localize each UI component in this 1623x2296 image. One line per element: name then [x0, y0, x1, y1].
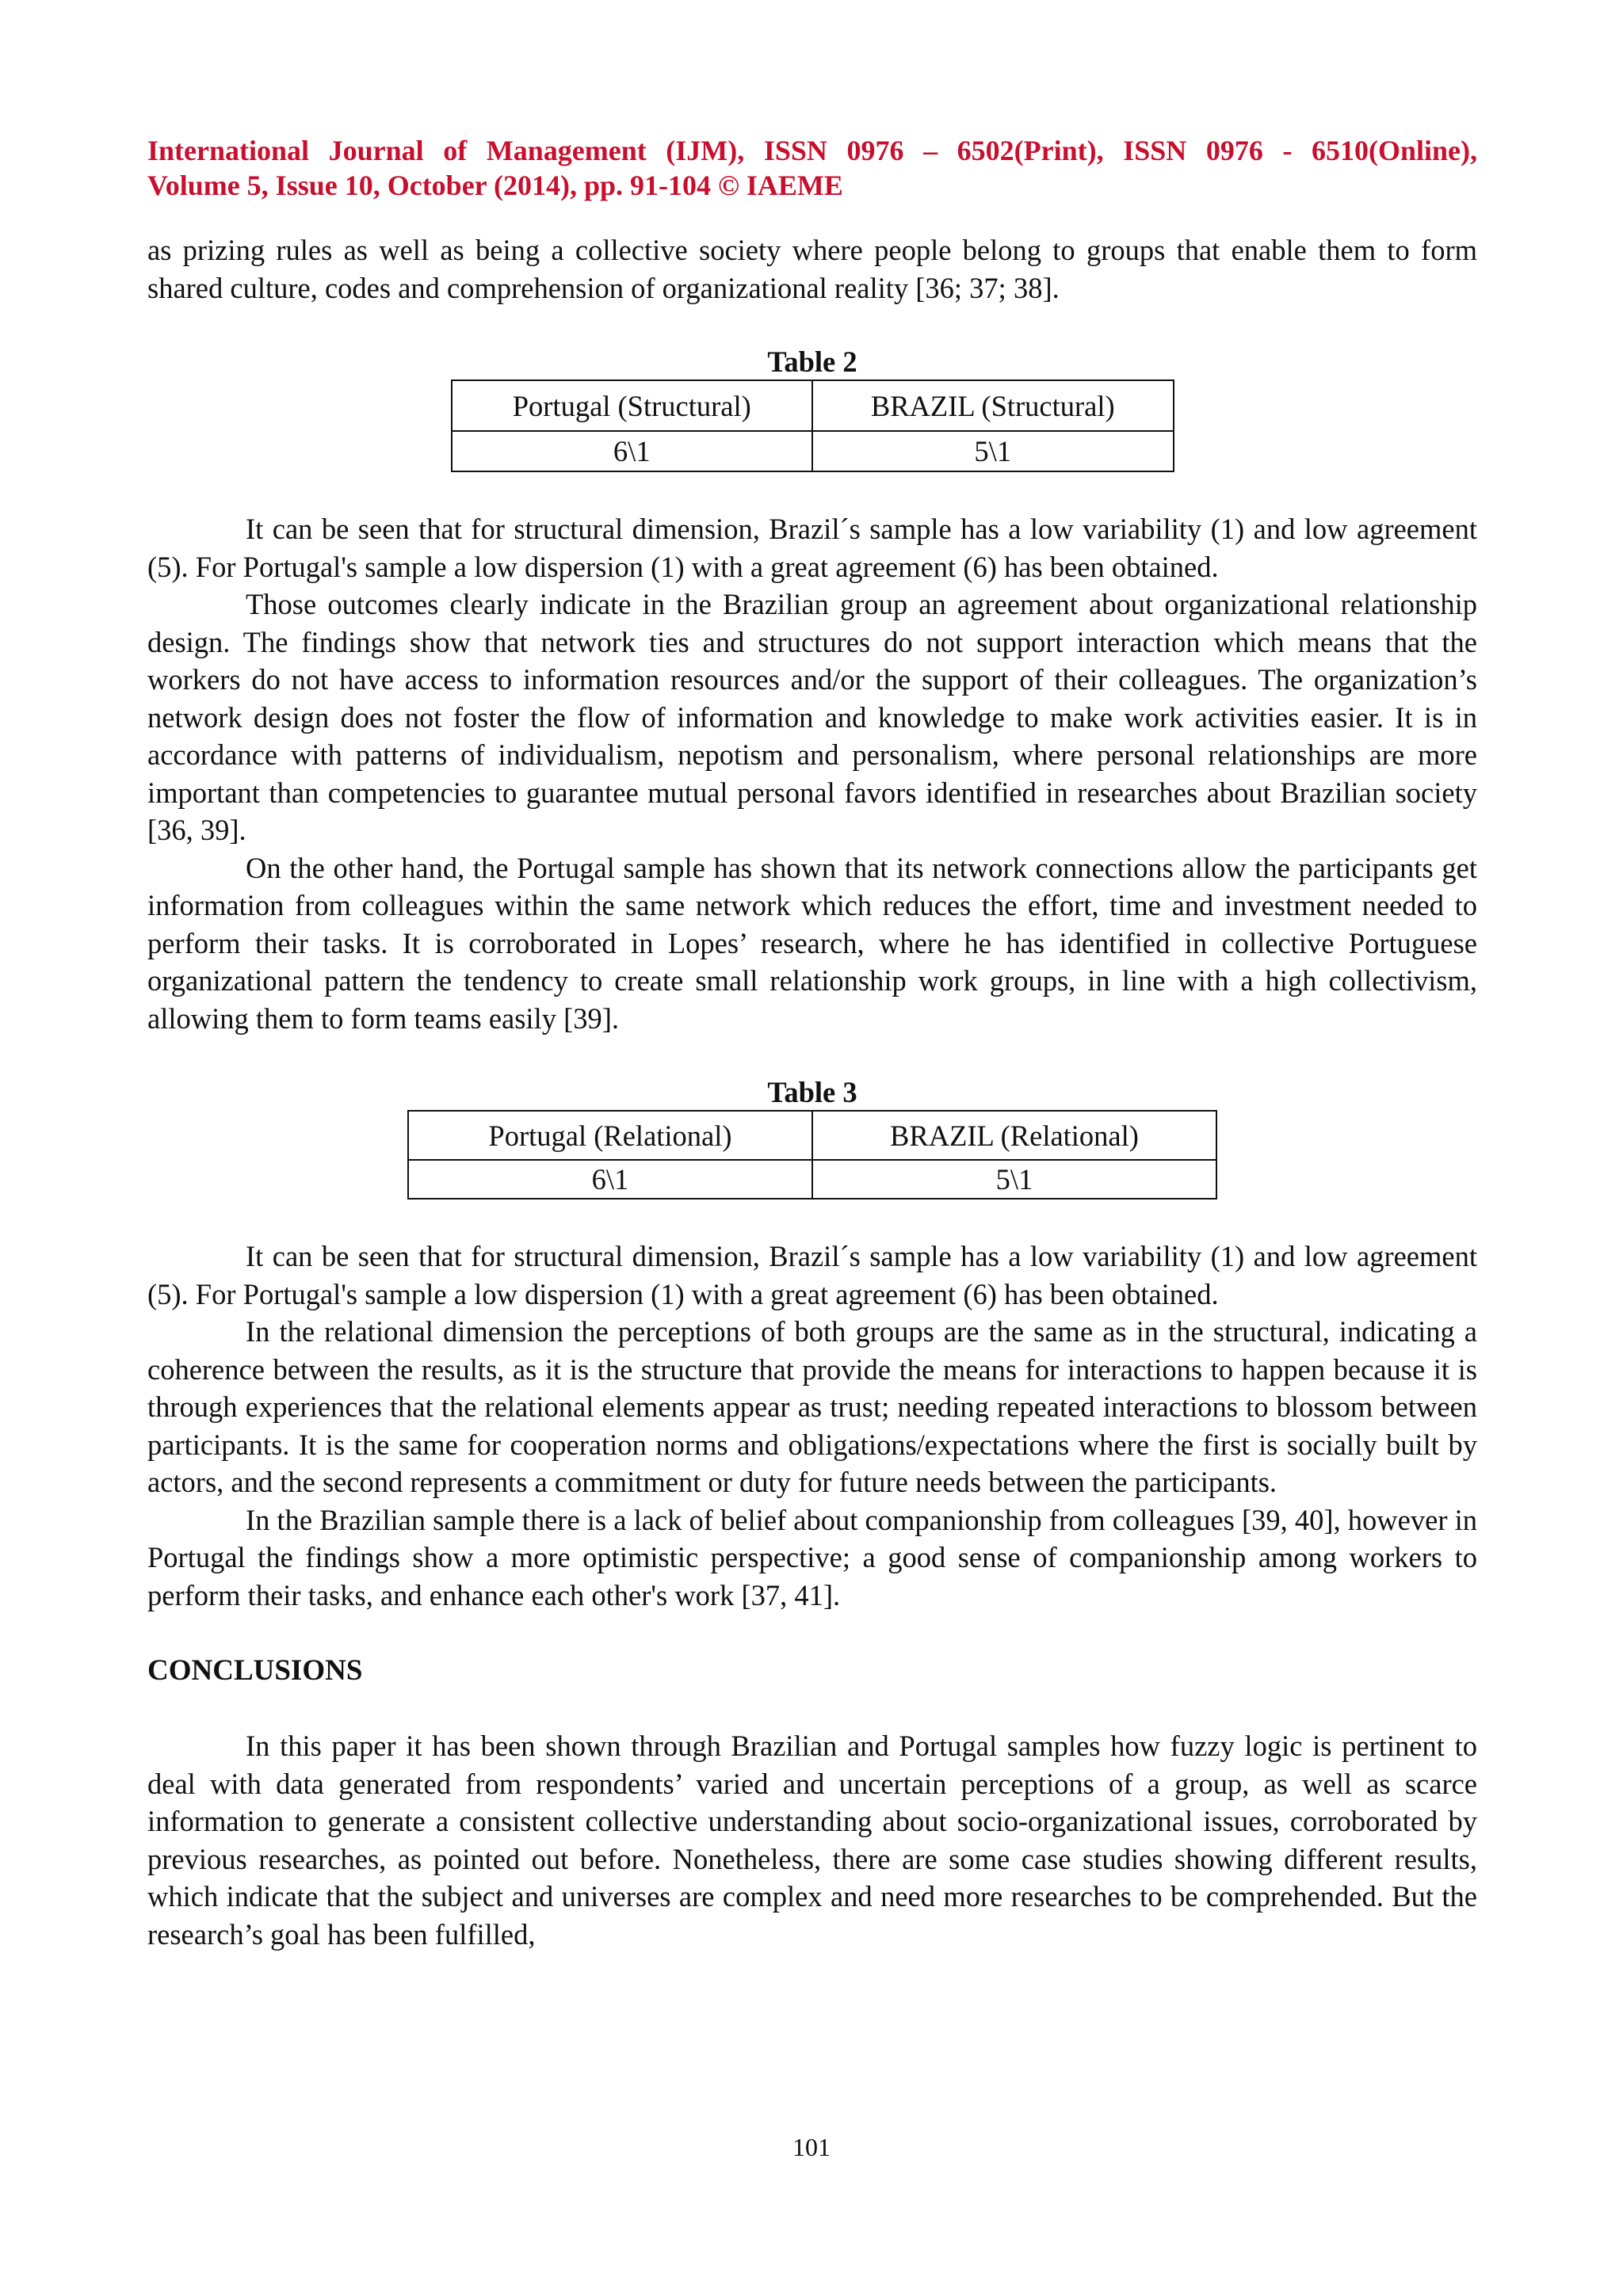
- table-row: [452, 380, 1174, 431]
- paragraph-structural-result: It can be seen that for structural dimension, Brazil´s sample has a low variability (1) and low agreement (5). For Portugal's sample a low dispersion (1) with a great agreement (6) has been obtained.: [147, 513, 1477, 583]
- page-content: [147, 133, 1477, 1953]
- table-2-title: Table 2: [767, 345, 857, 378]
- intro-paragraph: as prizing rules as well as being a collective society where people belong to groups that enable them to form shared culture, codes and comprehension of organizational reality [36; 37; 38].: [147, 234, 1477, 304]
- paragraph-relational-dimension: In the relational dimension the perceptions of both groups are the same as in the structural, indicating a coherence between the results, as it is the structure that provide the means for interactions to happen because it is through experiences that the relational elements appear as trust; needing repeated interactions to blossom between participants. It is the same for cooperation norms and obligations/expectations where the first is socially built by actors, and the second represents a commitment or duty for future needs between the participants.: [147, 1315, 1477, 1498]
- table-2-value-portugal: 6\1: [452, 431, 813, 471]
- table-2: [451, 379, 1174, 472]
- journal-header-line1: International Journal of Management (IJM), ISSN 0976 – 6502(Print), ISSN 0976 - 6510(Online),: [147, 135, 1477, 166]
- table-3-block: [147, 1075, 1477, 1199]
- table-row: [408, 1111, 1216, 1160]
- table-3-value-brazil: 5\1: [812, 1160, 1216, 1199]
- table-2-value-brazil: 5\1: [812, 431, 1174, 471]
- journal-header-line2: Volume 5, Issue 10, October (2014), pp. 91-104 © IAEME: [147, 170, 843, 201]
- paragraph-relational-result: It can be seen that for structural dimension, Brazil´s sample has a low variability (1) and low agreement (5). For Portugal's sample a low dispersion (1) with a great agreement (6) has been obtained.: [147, 1240, 1477, 1310]
- paragraph-companionship: In the Brazilian sample there is a lack of belief about companionship from colleagues [39, 40], however in Portugal the findings show a more optimistic perspective; a good sense of companionship among workers to perform their tasks, and enhance each other's work [37, 41].: [147, 1503, 1477, 1611]
- table-3-title: Table 3: [767, 1076, 857, 1108]
- conclusions-heading: CONCLUSIONS: [147, 1654, 363, 1687]
- table-2-header-portugal: Portugal (Structural): [452, 380, 813, 431]
- paragraph-brazilian-outcomes: Those outcomes clearly indicate in the Brazilian group an agreement about organizational relationship design. The findings show that network ties and structures do not support interaction which means that the workers do not have access to information resources and/or the support of their colleagues. The organization’s network design does not foster the flow of information and knowledge to make work activities easier. It is in accordance with patterns of individualism, nepotism and personalism, where personal relationships are more important than competencies to guarantee mutual personal favors identified in researches about Brazilian society [36, 39].: [147, 588, 1477, 846]
- table-3-header-brazil: BRAZIL (Relational): [812, 1111, 1216, 1160]
- table-3: [407, 1110, 1217, 1199]
- table-3-header-portugal: Portugal (Relational): [408, 1111, 812, 1160]
- table-row: [452, 431, 1174, 471]
- table-3-value-portugal: 6\1: [408, 1160, 812, 1199]
- table-2-block: [147, 345, 1477, 472]
- journal-header: [147, 133, 1477, 203]
- paragraph-conclusions: In this paper it has been shown through Brazilian and Portugal samples how fuzzy logic is pertinent to deal with data generated from respondents’ varied and uncertain perceptions of a group, as well as scarce information to generate a consistent collective understanding about socio-organizational issues, corroborated by previous researches, as pointed out before. Nonetheless, there are some case studies showing different results, which indicate that the subject and universes are complex and need more researches to be comprehended. But the research’s goal has been fulfilled,: [147, 1730, 1477, 1951]
- page-number: 101: [792, 2133, 831, 2161]
- paragraph-portugal-outcomes: On the other hand, the Portugal sample has shown that its network connections allow the participants get information from colleagues within the same network which reduces the effort, time and investment needed to perform their tasks. It is corroborated in Lopes’ research, where he has identified in collective Portuguese organizational pattern the tendency to create small relationship work groups, in line with a high collectivism, allowing them to form teams easily [39].: [147, 851, 1477, 1035]
- table-2-header-brazil: BRAZIL (Structural): [812, 380, 1174, 431]
- table-row: [408, 1160, 1216, 1199]
